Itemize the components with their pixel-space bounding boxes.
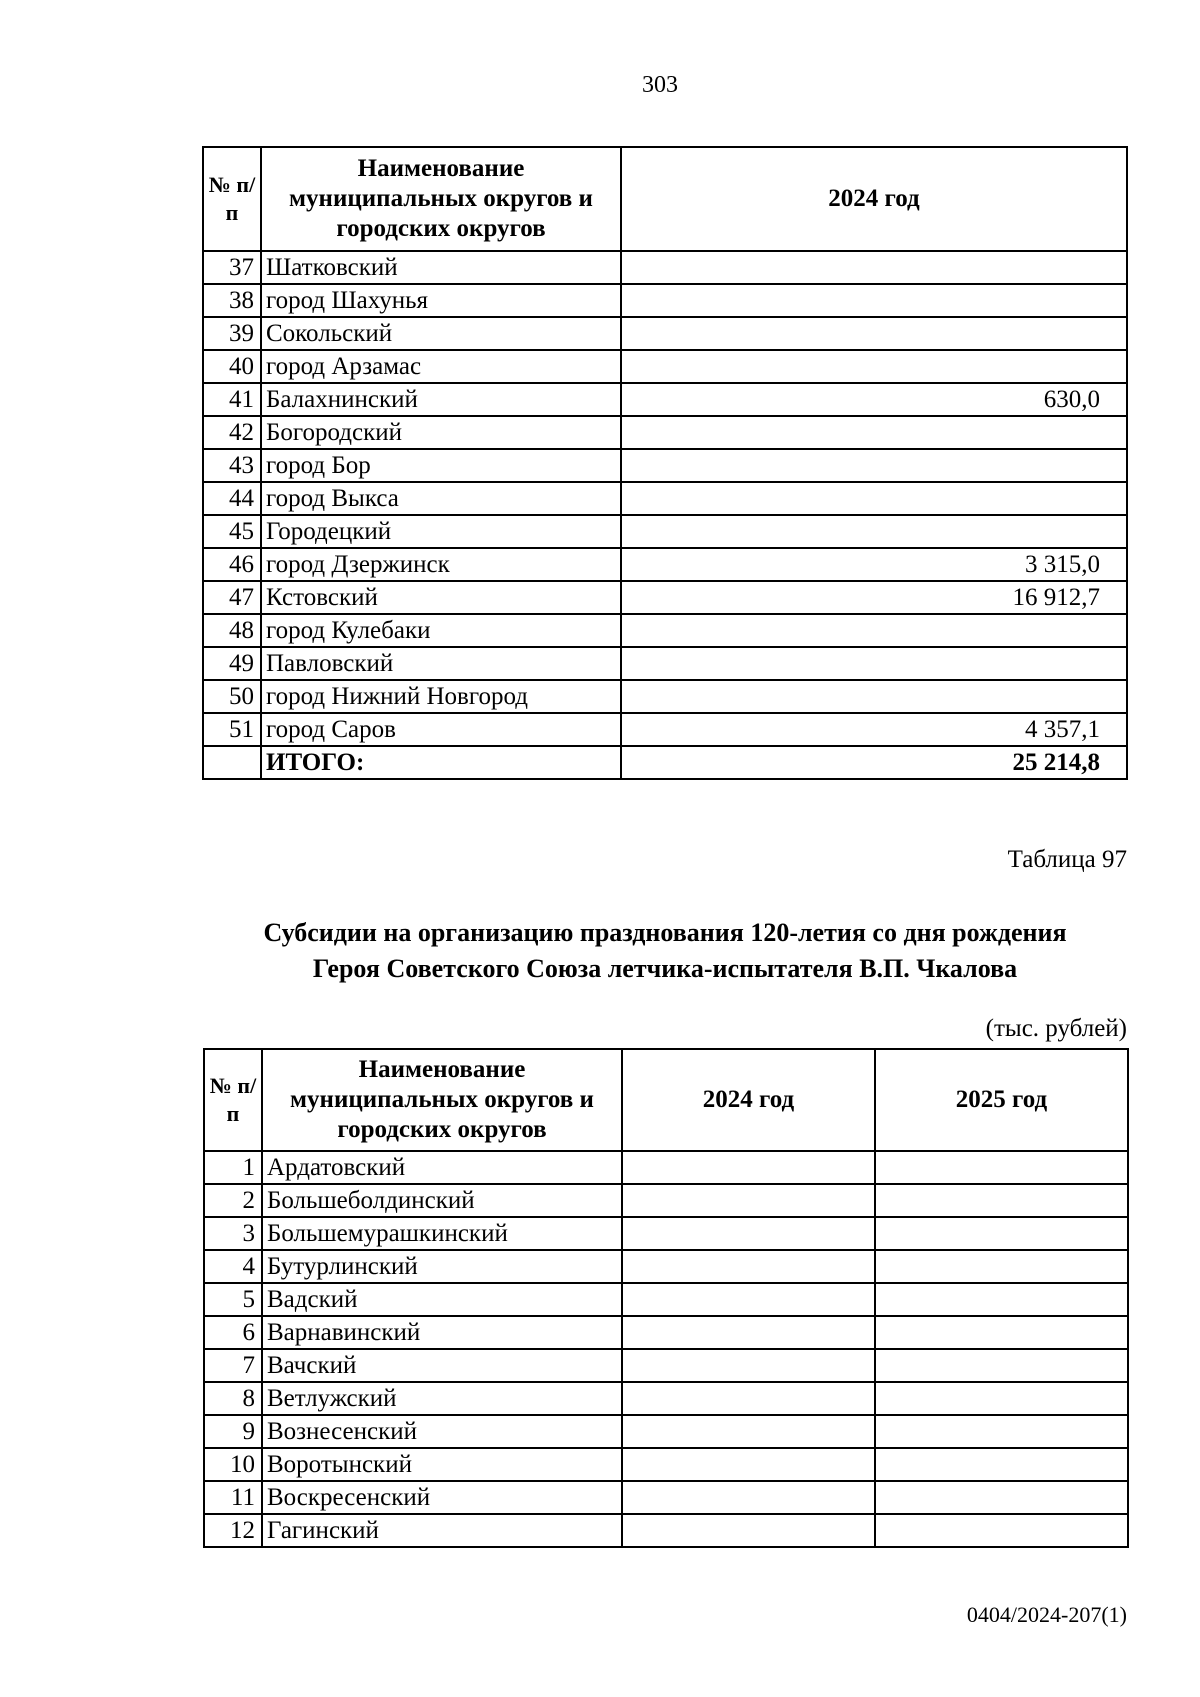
table-row — [204, 1415, 1128, 1448]
district-name: город Кулебаки — [261, 614, 621, 647]
value-2025 — [875, 1151, 1128, 1184]
table-title-line-1: Субсидии на организацию празднования 120-летия со дня рождения — [263, 918, 1067, 947]
value-2024 — [622, 1283, 875, 1316]
district-name: город Шахунья — [261, 284, 621, 317]
value-2025 — [875, 1184, 1128, 1217]
district-name: город Арзамас — [261, 350, 621, 383]
row-number: 39 — [203, 317, 261, 350]
district-name: Павловский — [261, 647, 621, 680]
row-number: 45 — [203, 515, 261, 548]
subsidy-table — [203, 1048, 1129, 1548]
value-2024 — [621, 680, 1127, 713]
district-name: Бутурлинский — [262, 1250, 622, 1283]
value-2025 — [875, 1250, 1128, 1283]
district-name: Кстовский — [261, 581, 621, 614]
table-row — [203, 449, 1127, 482]
value-2025 — [875, 1382, 1128, 1415]
table-row — [204, 1151, 1128, 1184]
table-row — [204, 1316, 1128, 1349]
table-row — [204, 1250, 1128, 1283]
column-header-2024: 2024 год — [622, 1049, 875, 1151]
table-row — [203, 317, 1127, 350]
table-row — [203, 515, 1127, 548]
column-header-number: № п/п — [203, 147, 261, 251]
value-2025 — [875, 1514, 1128, 1547]
column-header-2024: 2024 год — [621, 147, 1127, 251]
table-row — [203, 350, 1127, 383]
value-2024: 630,0 — [621, 383, 1127, 416]
table-row — [203, 284, 1127, 317]
value-2024 — [621, 614, 1127, 647]
district-name: Ардатовский — [262, 1151, 622, 1184]
row-number: 8 — [204, 1382, 262, 1415]
table-row — [203, 647, 1127, 680]
value-2025 — [875, 1349, 1128, 1382]
value-2024 — [622, 1415, 875, 1448]
units-note: (тыс. рублей) — [985, 1015, 1127, 1042]
value-2025 — [875, 1316, 1128, 1349]
value-2024 — [621, 284, 1127, 317]
value-2024 — [621, 350, 1127, 383]
row-number: 1 — [204, 1151, 262, 1184]
column-header-name: Наименование муниципальных округов и городских округов — [261, 147, 621, 251]
table-row — [204, 1382, 1128, 1415]
district-name: город Саров — [261, 713, 621, 746]
value-2024 — [621, 317, 1127, 350]
table-row — [204, 1283, 1128, 1316]
table-row — [204, 1481, 1128, 1514]
district-name: Вознесенский — [262, 1415, 622, 1448]
document-code: 0404/2024-207(1) — [966, 1602, 1127, 1627]
column-header-number: № п/п — [204, 1049, 262, 1151]
value-2025 — [875, 1415, 1128, 1448]
value-2024 — [622, 1514, 875, 1547]
district-name: Гагинский — [262, 1514, 622, 1547]
district-name: Большеболдинский — [262, 1184, 622, 1217]
allocation-table-continued — [202, 146, 1128, 780]
row-number: 44 — [203, 482, 261, 515]
row-number: 38 — [203, 284, 261, 317]
row-number: 2 — [204, 1184, 262, 1217]
table-row — [203, 581, 1127, 614]
row-number: 49 — [203, 647, 261, 680]
table-label: Таблица 97 — [1007, 846, 1127, 873]
page-number: 303 — [642, 72, 678, 98]
value-2024 — [622, 1382, 875, 1415]
table-title — [0, 915, 1200, 987]
district-name: Варнавинский — [262, 1316, 622, 1349]
value-2024 — [622, 1184, 875, 1217]
value-2025 — [875, 1283, 1128, 1316]
district-name: Воскресенский — [262, 1481, 622, 1514]
row-number: 12 — [204, 1514, 262, 1547]
value-2024 — [622, 1316, 875, 1349]
district-name: Большемурашкинский — [262, 1217, 622, 1250]
column-header-name: Наименование муниципальных округов и городских округов — [262, 1049, 622, 1151]
value-2024 — [621, 515, 1127, 548]
table-row — [203, 548, 1127, 581]
district-name: Вадский — [262, 1283, 622, 1316]
value-2024 — [621, 251, 1127, 284]
row-number: 43 — [203, 449, 261, 482]
row-number: 10 — [204, 1448, 262, 1481]
total-number-cell — [203, 746, 261, 779]
district-name: Вачский — [262, 1349, 622, 1382]
district-name: Сокольский — [261, 317, 621, 350]
row-number: 4 — [204, 1250, 262, 1283]
value-2025 — [875, 1448, 1128, 1481]
value-2024 — [621, 482, 1127, 515]
row-number: 9 — [204, 1415, 262, 1448]
table-row — [203, 614, 1127, 647]
row-number: 5 — [204, 1283, 262, 1316]
row-number: 50 — [203, 680, 261, 713]
table-title-line-2: Героя Советского Союза летчика-испытателя В.П. Чкалова — [312, 954, 1018, 983]
value-2024 — [622, 1151, 875, 1184]
row-number: 51 — [203, 713, 261, 746]
row-number: 47 — [203, 581, 261, 614]
row-number: 37 — [203, 251, 261, 284]
table-row — [203, 383, 1127, 416]
district-name: Городецкий — [261, 515, 621, 548]
value-2024 — [621, 647, 1127, 680]
row-number: 11 — [204, 1481, 262, 1514]
table-row — [204, 1448, 1128, 1481]
row-number: 48 — [203, 614, 261, 647]
total-row — [203, 746, 1127, 779]
total-value-2024: 25 214,8 — [621, 746, 1127, 779]
row-number: 46 — [203, 548, 261, 581]
row-number: 42 — [203, 416, 261, 449]
district-name: город Нижний Новгород — [261, 680, 621, 713]
table-row — [204, 1349, 1128, 1382]
row-number: 3 — [204, 1217, 262, 1250]
value-2024 — [622, 1448, 875, 1481]
value-2025 — [875, 1217, 1128, 1250]
district-name: Шатковский — [261, 251, 621, 284]
district-name: Ветлужский — [262, 1382, 622, 1415]
district-name: Богородский — [261, 416, 621, 449]
column-header-2025: 2025 год — [875, 1049, 1128, 1151]
value-2024 — [622, 1481, 875, 1514]
district-name: город Дзержинск — [261, 548, 621, 581]
value-2024: 16 912,7 — [621, 581, 1127, 614]
value-2024: 3 315,0 — [621, 548, 1127, 581]
table-row — [203, 680, 1127, 713]
table1-body — [203, 251, 1127, 779]
table-row — [204, 1514, 1128, 1547]
row-number: 40 — [203, 350, 261, 383]
district-name: город Бор — [261, 449, 621, 482]
table-row — [203, 251, 1127, 284]
value-2025 — [875, 1481, 1128, 1514]
value-2024: 4 357,1 — [621, 713, 1127, 746]
total-label: ИТОГО: — [261, 746, 621, 779]
value-2024 — [622, 1349, 875, 1382]
value-2024 — [622, 1250, 875, 1283]
row-number: 6 — [204, 1316, 262, 1349]
value-2024 — [622, 1217, 875, 1250]
district-name: город Выкса — [261, 482, 621, 515]
district-name: Воротынский — [262, 1448, 622, 1481]
table-row — [203, 713, 1127, 746]
value-2024 — [621, 449, 1127, 482]
table-row — [204, 1217, 1128, 1250]
table-row — [204, 1184, 1128, 1217]
table-row — [203, 416, 1127, 449]
district-name: Балахнинский — [261, 383, 621, 416]
row-number: 41 — [203, 383, 261, 416]
value-2024 — [621, 416, 1127, 449]
table2-body — [204, 1151, 1128, 1547]
table-row — [203, 482, 1127, 515]
row-number: 7 — [204, 1349, 262, 1382]
